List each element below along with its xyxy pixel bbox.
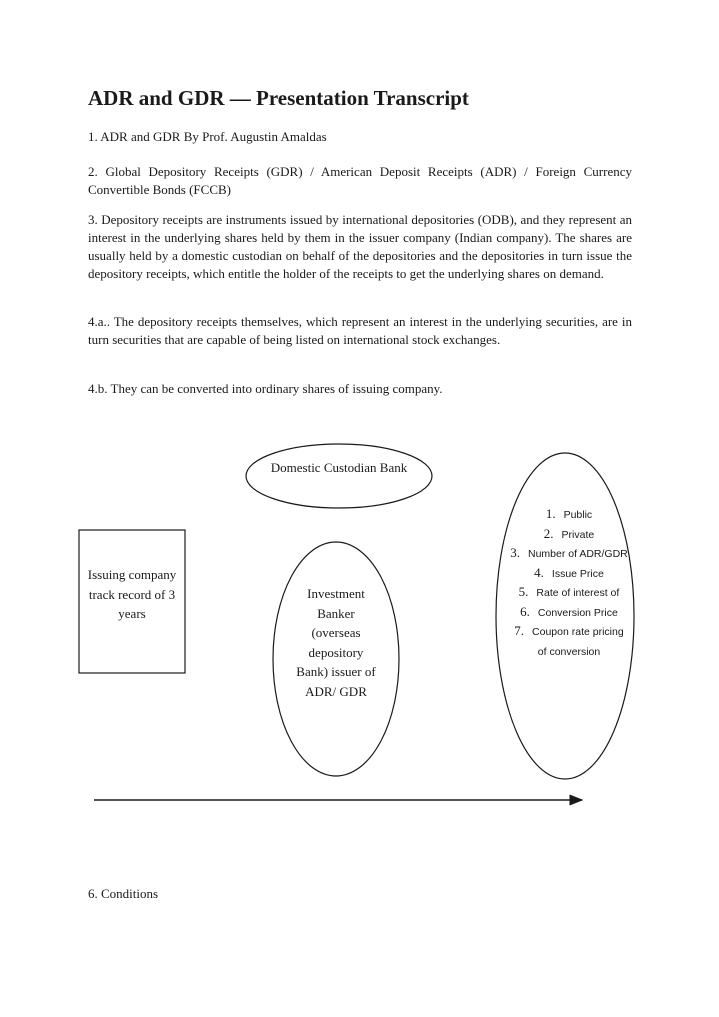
terms-item-number: 1. xyxy=(545,506,556,521)
paragraph-2: 2. Global Depository Receipts (GDR) / American Deposit Receipts (ADR) / Foreign Currency Convertible Bonds (FCCB) xyxy=(88,164,632,197)
terms-list-item xyxy=(510,603,628,623)
terms-list-item xyxy=(510,583,628,603)
paragraph-3: 3. Depository receipts are instruments issued by international depositories (ODB), and they represent an interest in the underlying shares held by them in the issuer company (Indian company). The shares are usually held by a domestic custodian on behalf of the depositories and the depositories in turn issue the depository receipts, which entitle the holder of the receipts to get the underlying shares on demand. xyxy=(88,212,632,281)
paragraph-4a: 4.a.. The depository receipts themselves, which represent an interest in the underlying securities, are in turn securities that are capable of being listed on international stock exchanges. xyxy=(88,314,632,347)
terms-item-label: Rate of interest of xyxy=(536,587,620,599)
terms-list-item xyxy=(510,505,628,525)
terms-item-label: Private xyxy=(561,528,595,541)
terms-item-label: Issue Price xyxy=(551,567,604,580)
issuer-label: Issuing company track record of 3 years xyxy=(87,567,177,621)
terms-list-item xyxy=(510,544,628,564)
terms-item-number: 4. xyxy=(534,564,544,580)
terms-item-number: 2. xyxy=(543,525,554,541)
terms-item-label: Coupon rate pricing of conversion xyxy=(532,626,624,658)
terms-item-number: 6. xyxy=(520,603,530,619)
terms-item-number: 7. xyxy=(514,623,525,638)
paragraph-1: 1. ADR and GDR By Prof. Augustin Amaldas xyxy=(88,129,327,144)
terms-item-label: Number of ADR/GDR xyxy=(527,548,628,560)
terms-item-label: Public xyxy=(563,509,593,521)
terms-list-item xyxy=(510,564,628,584)
terms-list-item xyxy=(510,525,628,545)
banker-label: Investment Banker (overseas depository Bank) issuer of ADR/ GDR xyxy=(296,586,376,699)
page-title: ADR and GDR — Presentation Transcript xyxy=(88,86,469,110)
footer-conditions: 6. Conditions xyxy=(88,886,159,901)
terms-item-number: 5. xyxy=(518,584,529,599)
terms-item-number: 3. xyxy=(510,545,520,560)
custodian-label: Domestic Custodian Bank xyxy=(270,460,408,475)
terms-list xyxy=(510,505,628,661)
paragraph-4b: 4.b. They can be converted into ordinary shares of issuing company. xyxy=(88,381,443,396)
terms-item-label: Conversion Price xyxy=(537,606,618,619)
terms-list-item xyxy=(510,622,628,661)
